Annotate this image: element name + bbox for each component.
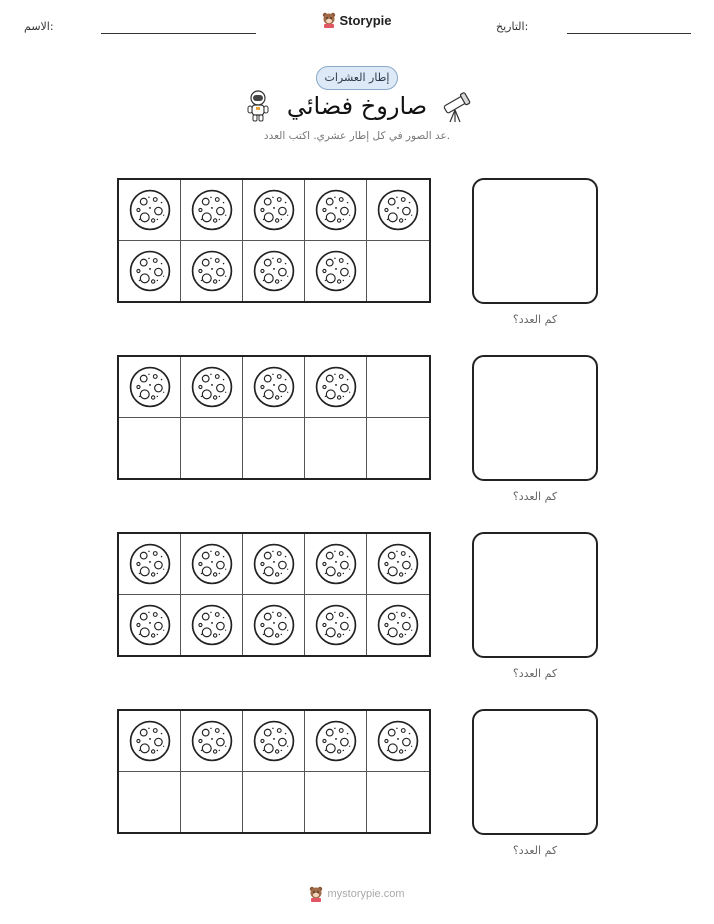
- telescope-icon: [440, 92, 472, 124]
- moon-icon: [377, 604, 419, 646]
- moon-icon: [191, 250, 233, 292]
- moon-icon: [129, 366, 171, 408]
- moon-icon: [253, 250, 295, 292]
- moon-icon: [315, 543, 357, 585]
- frame-cell: [367, 418, 429, 479]
- frame-cell: [181, 418, 243, 479]
- answer-question-2: كم العدد؟: [512, 490, 558, 503]
- ten-frame-3: [117, 532, 431, 657]
- answer-question-1: كم العدد؟: [512, 313, 558, 326]
- moon-icon: [129, 543, 171, 585]
- moon-icon: [129, 604, 171, 646]
- frame-cell: [367, 711, 429, 772]
- frame-cell: [181, 534, 243, 595]
- brand-logo: [0, 12, 714, 32]
- moon-icon: [191, 366, 233, 408]
- moon-icon: [191, 604, 233, 646]
- topic-badge: إطار العشرات: [316, 66, 398, 90]
- moon-icon: [315, 604, 357, 646]
- frame-cell: [367, 595, 429, 656]
- frame-cell: [243, 595, 305, 656]
- frame-cell: [243, 711, 305, 772]
- frame-cell: [305, 534, 367, 595]
- moon-icon: [253, 720, 295, 762]
- frame-cell: [243, 772, 305, 833]
- frame-cell: [181, 711, 243, 772]
- frame-cell: [305, 180, 367, 241]
- answer-box-4[interactable]: [472, 709, 598, 835]
- frame-cell: [367, 180, 429, 241]
- frame-cell: [119, 180, 181, 241]
- answer-question-3: كم العدد؟: [512, 667, 558, 680]
- frame-cell: [119, 357, 181, 418]
- answer-question-4: كم العدد؟: [512, 844, 558, 857]
- frame-cell: [119, 595, 181, 656]
- page-title: صاروخ فضائي: [286, 92, 428, 120]
- footer: [0, 886, 714, 906]
- moon-icon: [191, 720, 233, 762]
- moon-icon: [129, 720, 171, 762]
- moon-icon: [377, 543, 419, 585]
- date-line[interactable]: [567, 33, 691, 34]
- answer-box-2[interactable]: [472, 355, 598, 481]
- bear-icon: [309, 886, 323, 902]
- moon-icon: [315, 720, 357, 762]
- moon-icon: [377, 720, 419, 762]
- ten-frame-2: [117, 355, 431, 480]
- moon-icon: [315, 250, 357, 292]
- frame-cell: [243, 534, 305, 595]
- frame-cell: [243, 418, 305, 479]
- ten-frame-4: [117, 709, 431, 834]
- frame-cell: [181, 241, 243, 302]
- moon-icon: [377, 189, 419, 231]
- frame-cell: [305, 418, 367, 479]
- frame-cell: [119, 534, 181, 595]
- frame-cell: [181, 357, 243, 418]
- instructions: عد الصور في كل إطار عشري. اكتب العدد.: [263, 130, 451, 142]
- frame-cell: [243, 357, 305, 418]
- frame-cell: [181, 772, 243, 833]
- frame-cell: [305, 711, 367, 772]
- frame-cell: [367, 772, 429, 833]
- moon-icon: [315, 189, 357, 231]
- moon-icon: [315, 366, 357, 408]
- frame-cell: [243, 241, 305, 302]
- moon-icon: [191, 189, 233, 231]
- ten-frame-1: [117, 178, 431, 303]
- moon-icon: [191, 543, 233, 585]
- name-line[interactable]: [101, 33, 256, 34]
- moon-icon: [253, 543, 295, 585]
- answer-box-3[interactable]: [472, 532, 598, 658]
- brand-name: Storypie: [339, 12, 392, 28]
- frame-cell: [181, 180, 243, 241]
- footer-url: mystorypie.com: [327, 888, 405, 900]
- frame-cell: [119, 418, 181, 479]
- frame-cell: [367, 534, 429, 595]
- frame-cell: [119, 711, 181, 772]
- frame-cell: [181, 595, 243, 656]
- moon-icon: [253, 189, 295, 231]
- moon-icon: [129, 250, 171, 292]
- moon-icon: [129, 189, 171, 231]
- frame-cell: [305, 241, 367, 302]
- name-label: الاسم:: [24, 20, 54, 33]
- bear-icon: [322, 12, 336, 28]
- frame-cell: [305, 772, 367, 833]
- moon-icon: [253, 366, 295, 408]
- frame-cell: [305, 595, 367, 656]
- date-label: التاريخ:: [496, 20, 529, 33]
- frame-cell: [305, 357, 367, 418]
- frame-cell: [119, 772, 181, 833]
- frame-cell: [119, 241, 181, 302]
- frame-cell: [367, 241, 429, 302]
- answer-box-1[interactable]: [472, 178, 598, 304]
- moon-icon: [253, 604, 295, 646]
- frame-cell: [243, 180, 305, 241]
- frame-cell: [367, 357, 429, 418]
